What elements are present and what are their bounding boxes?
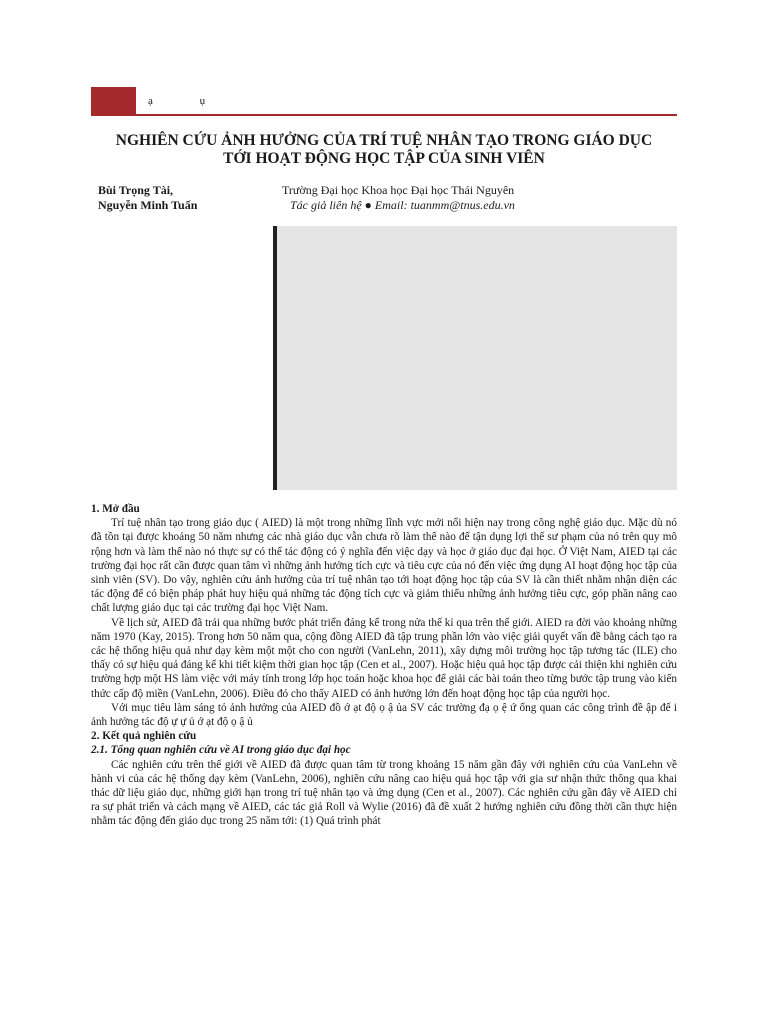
contact-email: Tác giả liên hệ ● Email: tuanmm@tnus.edu.vn [290, 198, 515, 212]
paragraph-4: Các nghiên cứu trên thế giới về AIED đã được quan tâm từ trong khoảng 15 năm gần đây với nghiên cứu của VanLehn về hành vi của các hệ thống dạy kèm (VanLehn, 2006), nghiên cứu nâng cao hiệu quả học tập với gia sư nhận thức thông qua khai thác dữ liệu giáo dục, những giới hạn trong trí tuệ nhân tạo và ứng dụng (Cen et al., 2007). Các nghiên cứu gần đây về AIED chỉ ra sự phát triển và cách mạng về AIED, các tác giả Roll và Wylie (2016) đã đề xuất 2 hướng nghiên cứu đồng thời cần thực hiện nhằm tác động đến giáo dục trong 25 năm tới: (1) Quá trình phát [91, 758, 677, 828]
header-color-block [91, 87, 136, 116]
header-text: ạ ụ [148, 95, 228, 107]
header-rule [91, 114, 677, 116]
author-1: Bùi Trọng Tài, [98, 183, 174, 197]
institution: Trường Đại học Khoa học Đại học Thái Nguyên [282, 183, 515, 197]
article-body [91, 502, 677, 829]
paragraph-3: Với mục tiêu làm sáng tỏ ảnh hưởng của AIED đồ ớ ạt độ ọ ậ ủa SV các trường đạ ọ ệ ứ ổng quan các công trình đề ập đế i ảnh hưởng tác độ ự ự ủ ớ ạt độ ọ ậ ủ [91, 701, 677, 729]
section-2-heading: 2. Kết quả nghiên cứu [91, 730, 197, 743]
section-1-heading: 1. Mở đầu [91, 503, 140, 515]
subsection-2-1-heading: 2.1. Tổng quan nghiên cứu về AI trong giáo dục đại học [91, 744, 351, 757]
paragraph-2: Về lịch sử, AIED đã trải qua những bước phát triển đáng kể trong nửa thế kỉ qua trên thế giới. AIED ra đời vào khoảng những năm 1970 (Kay, 2015). Trong hơn 50 năm qua, cộng đồng AIED đã tập trung phần lớn vào việc giải quyết vấn đề bằng cách tạo ra các hệ thống hiệu quả như dạy kèm một một cho con người (VanLehn, 2011), xây dựng môi trường học tập tương tác (ILE) cho thấy có sự hiệu quả đáng kể khi tiết kiệm thời gian học tập (Cen et al., 2007). Hoặc hiệu quả học tập được cải thiện khi nghiên cứu trường hợp một HS làm việc với máy tính trong lớp học toán hoặc khoa học để giải các bài toán theo từng bước tập trung vào kiến thức cấp độ miền (VanLehn, 2006). Điều đó cho thấy AIED có ảnh hưởng lớn đến hoạt động học tập của người học. [91, 616, 677, 700]
title-line-1: NGHIÊN CỨU ẢNH HƯỞNG CỦA TRÍ TUỆ NHÂN TẠO TRONG GIÁO DỤC [115, 132, 653, 149]
affiliation [282, 183, 515, 213]
paragraph-1: Trí tuệ nhân tạo trong giáo dục ( AIED) là một trong những lĩnh vực mới nổi hiện nay trong công nghệ giáo dục. Mặc dù nó đã tồn tại được khoảng 50 năm nhưng các nhà giáo dục vẫn chưa rõ làm thế nào để tận dụng lợi thế sư phạm của nó trên quy mô rộng hơn và làm thế nào nó thực sự có thể tác động có ý nghĩa đến việc dạy và học ở giáo dục đại học. Ở Việt Nam, AIED tại các trường đại học rất cần được quan tâm vì những ảnh hưởng tích cực và tiêu cực của nó đến việc ứng dụng AI hoạt động học tập của sinh viên (SV). Do vậy, nghiên cứu ảnh hưởng của trí tuệ nhân tạo tới hoạt động học tập của SV là cần thiết nhằm nhận diện các tác động để có biện pháp phát huy hiệu quả những tác động tích cực và giảm thiểu những ảnh hưởng tiêu cực, góp phần nâng cao chất lượng giáo dục tại các trường đại học Việt Nam. [91, 517, 677, 615]
article-title [90, 132, 678, 168]
author-2: Nguyễn Minh Tuấn [98, 198, 198, 212]
title-line-2: TỚI HOẠT ĐỘNG HỌC TẬP CỦA SINH VIÊN [223, 150, 545, 167]
author-list [98, 183, 197, 213]
abstract-box [273, 226, 677, 490]
